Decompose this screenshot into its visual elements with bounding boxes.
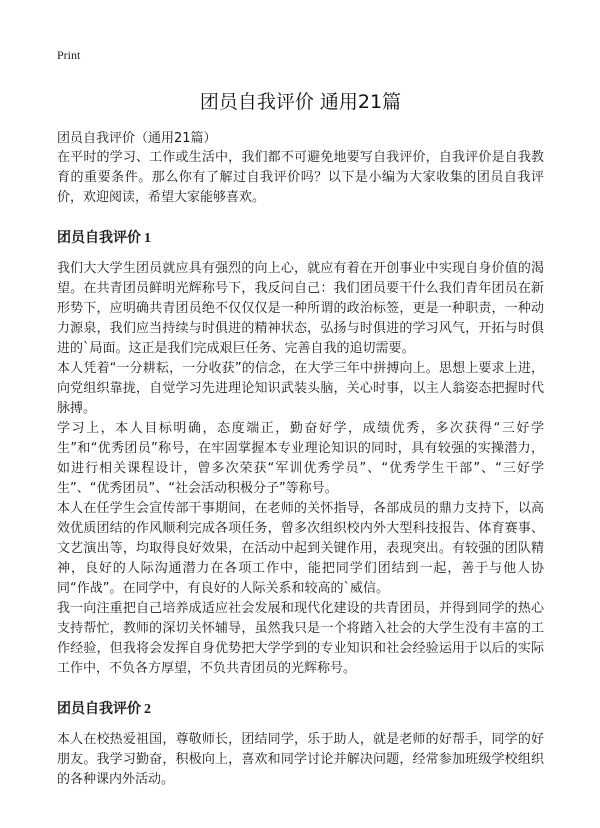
section-heading-number: 2 [144, 702, 151, 717]
section-1-paragraph-5: 我一向注重把自己培养成适应社会发展和现代化建设的共青团员，并得到同学的热心支持帮忙，教师的深切关怀辅导，虽然我只是一个将踏入社会的大学生没有丰富的工作经验，但我将会发挥自身优势把大学学到的专业知识和社会经验运用于以后的实际工作中，不负各方厚望，不负共青团员的光辉称号。 [57, 601, 544, 676]
print-label: Print [57, 48, 81, 62]
section-1-paragraph-4: 本人在任学生会宣传部干事期间，在老师的关怀指导，各部成员的鼎力支持下，以高效优质团结的作风顺利完成各项任务，曾多次组织校内外大型科技报告、体育赛事、文艺演出等，均取得良好效果，在活动中起到关键作用，表现突出。有较强的团队精神，良好的人际沟通潜力在各项工作中，能把同学们团结到一起，善于与他人协同“作战”。在同学中，有良好的人际关系和较高的`威信。 [57, 501, 544, 596]
section-2-paragraph-1: 本人在校热爱祖国，尊敬师长，团结同学，乐于助人，就是老师的好帮手，同学的好朋友。我学习勤奋，积极向上，喜欢和同学讨论并解决问题，经常参加班级学校组织的各种课内外活动。 [57, 732, 544, 787]
section-1-paragraph-3: 学习上，本人目标明确，态度端正，勤奋好学，成绩优秀，多次获得“三好学生”和“优秀团员”称号，在牢固掌握本专业理论知识的同时，具有较强的实操潜力，如进行相关课程设计，曾多次荣获“军训优秀学员”、“优秀学生干部”、“三好学生”、“优秀团员”、“社会活动积极分子”等称号。 [57, 421, 544, 496]
section-1-paragraph-1: 我们大大学生团员就应具有强烈的向上心，就应有着在开创事业中实现自身价值的渴望。在共青团员鲜明光辉称号下，我反问自己：我们团员要干什么我们青年团员在新形势下，应明确共青团员绝不仅仅仅是一种所谓的政治标签，更是一种职责，一种动力源泉，我们应当持续与时俱进的精神状态，弘扬与时俱进的学习风气，开拓与时俱进的`局面。这正是我们完成艰巨任务、完善自我的追切需要。 [57, 261, 544, 356]
document-subtitle: 团员自我评价（通用21篇） [57, 131, 217, 146]
section-heading-2 [57, 699, 544, 720]
section-heading-1 [57, 228, 544, 249]
page-title: 团员自我评价 通用21篇 [199, 91, 402, 113]
intro-paragraph: 在平时的学习、工作或生活中，我们都不可避免地要写自我评价，自我评价是自我教育的重要条件。那么你有了解过自我评价吗？以下是小编为大家收集的团员自我评价，欢迎阅读，希望大家能够喜欢。 [57, 150, 544, 205]
section-heading-number: 1 [144, 231, 151, 246]
section-heading-text: 团员自我评价 [57, 230, 141, 246]
section-1-paragraph-2: 本人凭着“一分耕耘，一分收获”的信念，在大学三年中拼搏向上。思想上要求上进，向党组织靠拢，自觉学习先进理论知识武装头脑，关心时事，以主人翁姿态把握时代脉搏。 [57, 361, 544, 416]
section-heading-text: 团员自我评价 [57, 701, 141, 717]
